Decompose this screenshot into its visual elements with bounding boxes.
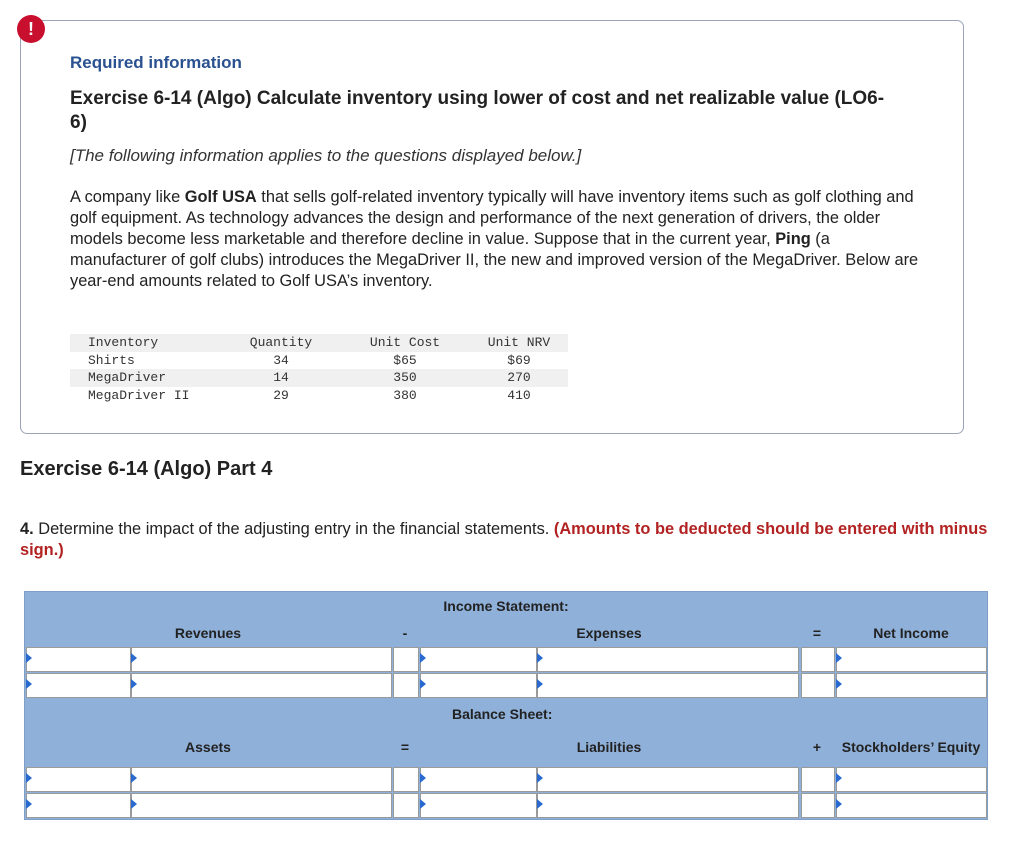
- exclamation-icon: !: [17, 15, 45, 43]
- account-select[interactable]: [26, 647, 131, 672]
- operator-cell: [393, 647, 419, 672]
- plus-operator: +: [812, 739, 822, 755]
- table-cell: 410: [507, 387, 531, 403]
- net-income-input[interactable]: [836, 647, 987, 672]
- revenues-input[interactable]: [131, 673, 392, 698]
- balance-sheet-heading: Balance Sheet:: [452, 706, 553, 722]
- operator-cell: [801, 673, 835, 698]
- operator-cell: [393, 673, 419, 698]
- table-cell: 270: [507, 370, 531, 386]
- revenues-header: Revenues: [174, 624, 242, 641]
- assets-header: Assets: [185, 739, 231, 755]
- info-note: [The following information applies to the questions displayed below.]: [70, 146, 582, 165]
- table-cell: $69: [507, 352, 531, 368]
- stockholders-equity-input[interactable]: [836, 793, 987, 818]
- table-cell: 34: [273, 352, 289, 368]
- inventory-table: [70, 334, 568, 404]
- expenses-header: Expenses: [576, 624, 642, 641]
- col-unit-cost: Unit Cost: [340, 334, 470, 352]
- table-cell: 29: [273, 387, 289, 403]
- account-select[interactable]: [420, 673, 537, 698]
- operator-cell: [393, 793, 419, 818]
- account-select[interactable]: [420, 767, 537, 792]
- expenses-input[interactable]: [537, 647, 799, 672]
- table-cell: 380: [393, 387, 417, 403]
- question-text: 4. Determine the impact of the adjusting entry in the financial statements. (Amounts to be deducted should be entered with minus sign.): [20, 520, 988, 559]
- account-select[interactable]: [26, 767, 131, 792]
- operator-cell: [393, 767, 419, 792]
- question-instruction: (Amounts to be deducted should be entered with minus sign.): [20, 520, 988, 559]
- required-info-panel: [20, 20, 964, 434]
- table-cell: $65: [393, 352, 417, 368]
- stockholders-equity-header: Stockholders’ Equity: [841, 738, 981, 755]
- liabilities-input[interactable]: [537, 793, 799, 818]
- ping-bold: Ping: [775, 230, 811, 248]
- table-cell: MegaDriver II: [88, 387, 190, 403]
- col-unit-nrv: Unit NRV: [470, 334, 568, 352]
- table-row: [70, 387, 568, 405]
- required-info-title: Required information: [70, 53, 242, 72]
- account-select[interactable]: [26, 793, 131, 818]
- table-row: [70, 352, 568, 370]
- liabilities-input[interactable]: [537, 767, 799, 792]
- golf-usa-bold: Golf USA: [184, 188, 257, 206]
- equals-operator: =: [400, 739, 410, 755]
- net-income-input[interactable]: [836, 673, 987, 698]
- table-cell: 14: [273, 370, 289, 386]
- minus-operator: -: [402, 624, 408, 641]
- account-select[interactable]: [420, 793, 537, 818]
- financial-statement-grid: [24, 591, 988, 820]
- col-inventory: Inventory: [70, 334, 222, 352]
- part-title: Exercise 6-14 (Algo) Part 4: [20, 458, 273, 480]
- account-select[interactable]: [26, 673, 131, 698]
- operator-cell: [801, 647, 835, 672]
- operator-cell: [801, 767, 835, 792]
- table-cell: 350: [393, 370, 417, 386]
- table-row: [70, 369, 568, 387]
- table-cell: MegaDriver: [88, 370, 167, 386]
- net-income-header: Net Income: [873, 624, 949, 641]
- exercise-title: Exercise 6-14 (Algo) Calculate inventory using lower of cost and net realizable value (LO6-6): [70, 88, 885, 133]
- expenses-input[interactable]: [537, 673, 799, 698]
- account-select[interactable]: [420, 647, 537, 672]
- operator-cell: [801, 793, 835, 818]
- revenues-input[interactable]: [131, 647, 392, 672]
- equals-operator: =: [812, 624, 822, 641]
- table-header-row: [70, 334, 568, 352]
- liabilities-header: Liabilities: [576, 739, 642, 755]
- assets-input[interactable]: [131, 793, 392, 818]
- problem-paragraph: A company like Golf USA that sells golf-related inventory typically will have inventory items such as golf clothing and golf equipment. As technology advances the design and performance of the next generation of drivers, the older models become less marketable and therefore decline in value. Suppose that in the current year, Ping (a manufacturer of golf clubs) introduces the MegaDriver II, the new and improved version of the MegaDriver. Below are year-end amounts related to Golf USA’s inventory.: [70, 188, 919, 290]
- assets-input[interactable]: [131, 767, 392, 792]
- stockholders-equity-input[interactable]: [836, 767, 987, 792]
- col-quantity: Quantity: [222, 334, 340, 352]
- income-statement-heading: Income Statement:: [443, 598, 569, 614]
- table-cell: Shirts: [88, 352, 135, 368]
